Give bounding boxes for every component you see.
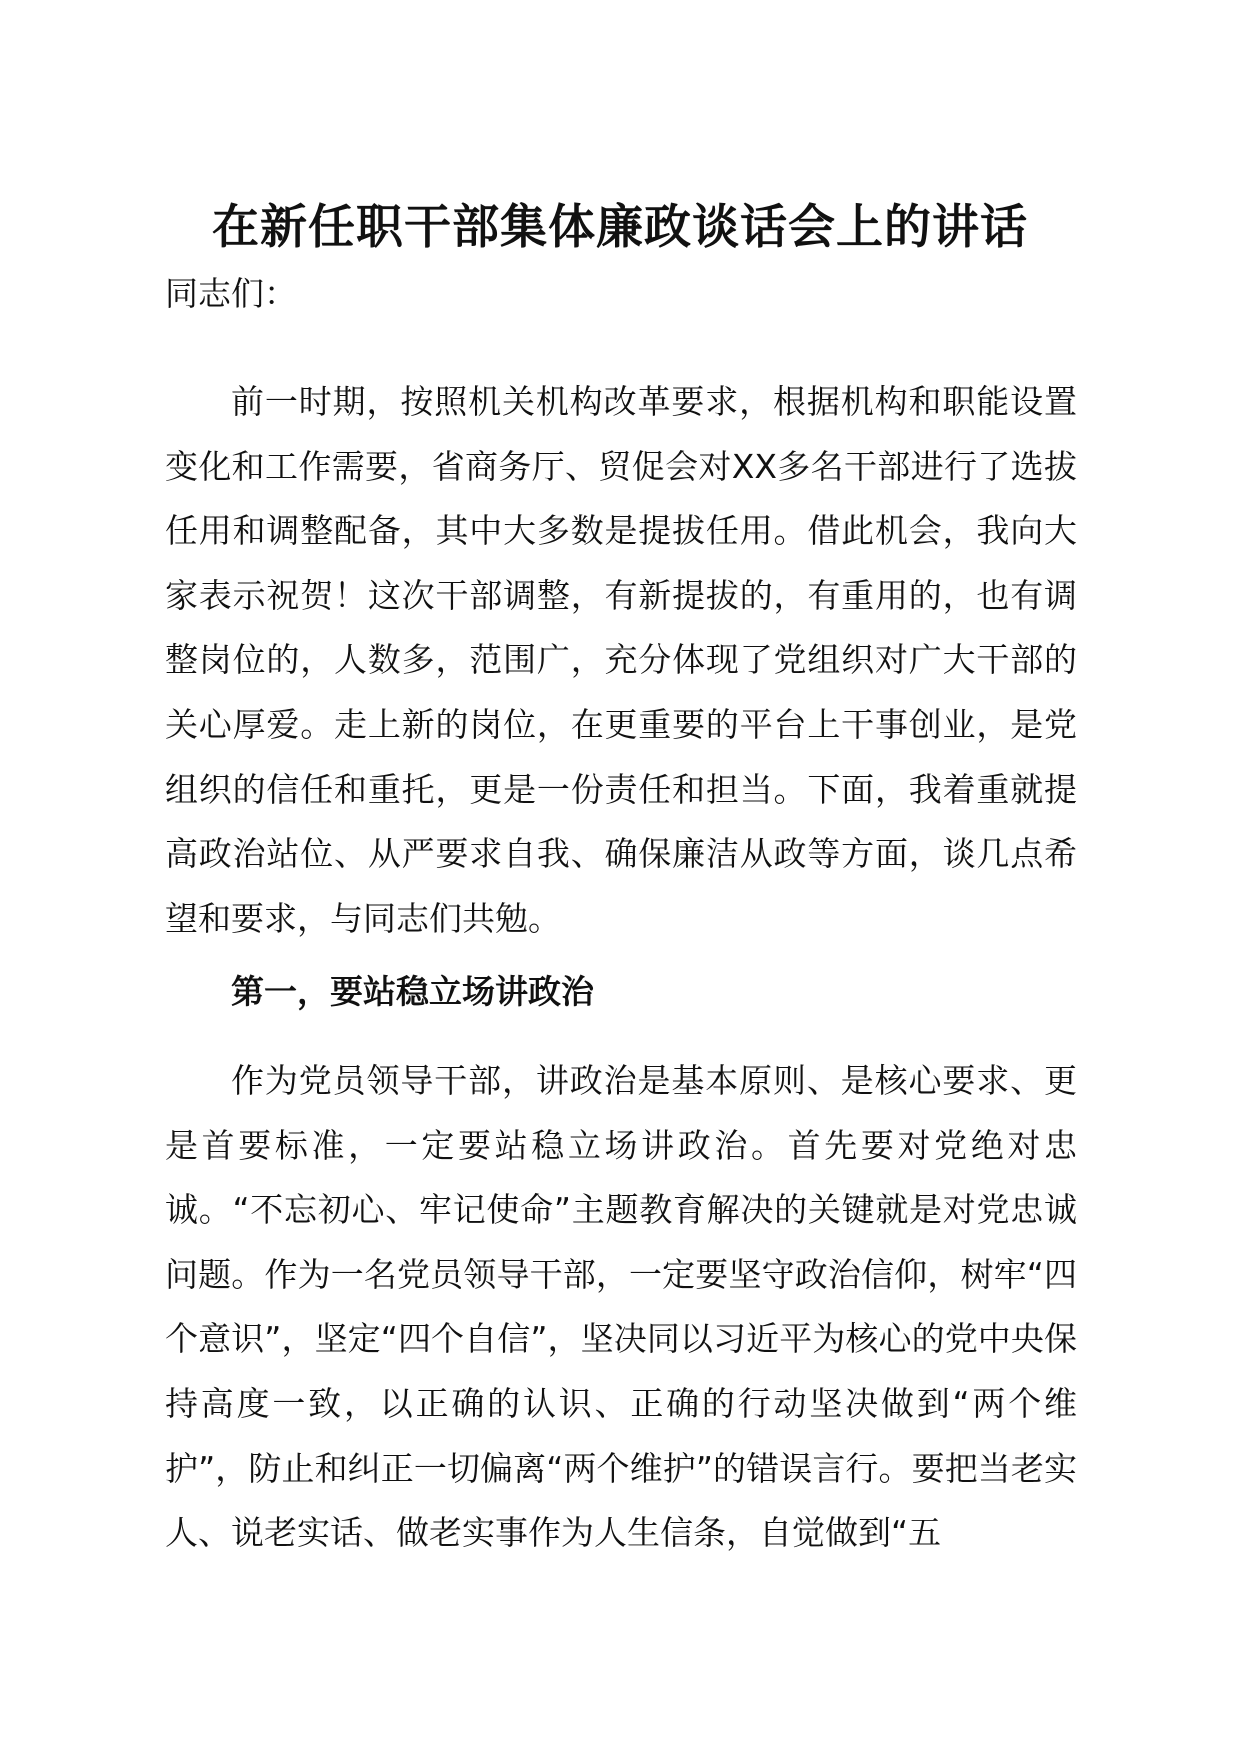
paragraph-politics: 作为党员领导干部，讲政治是基本原则、是核心要求、更是首要标准，一定要站稳立场讲政治。首先要对党绝对忠诚。“不忘初心、牢记使命”主题教育解决的关键就是对党忠诚问题。作为一名党员领导干部，一定要坚守政治信仰，树牢“四个意识”，坚定“四个自信”，坚决同以习近平为核心的党中央保持高度一致，以正确的认识、正确的行动坚决做到“两个维护”，防止和纠正一切偏离“两个维护”的错误言行。要把当老实人、说老实话、做老实事作为人生信条，自觉做到“五 (165, 1061, 1077, 1553)
paragraph-intro: 前一时期，按照机关机构改革要求，根据机构和职能设置变化和工作需要，省商务厅、贸促会对XX多名干部进行了选拔任用和调整配备，其中大多数是提拔任用。借此机会，我向大家表示祝贺！这次干部调整，有新提拔的，有重用的，也有调整岗位的，人数多，范围广，充分体现了党组织对广大干部的关心厚爱。走上新的岗位，在更重要的平台上干事创业，是党组织的信任和重托，更是一份责任和担当。下面，我着重就提高政治站位、从严要求自我、确保廉洁从政等方面，谈几点希望和要求，与同志们共勉。 (165, 382, 1077, 938)
document-title: 在新任职干部集体廉政谈话会上的讲话 (212, 200, 1028, 255)
salutation: 同志们： (165, 274, 297, 313)
section-heading-first: 第一，要站稳立场讲政治 (231, 972, 594, 1011)
